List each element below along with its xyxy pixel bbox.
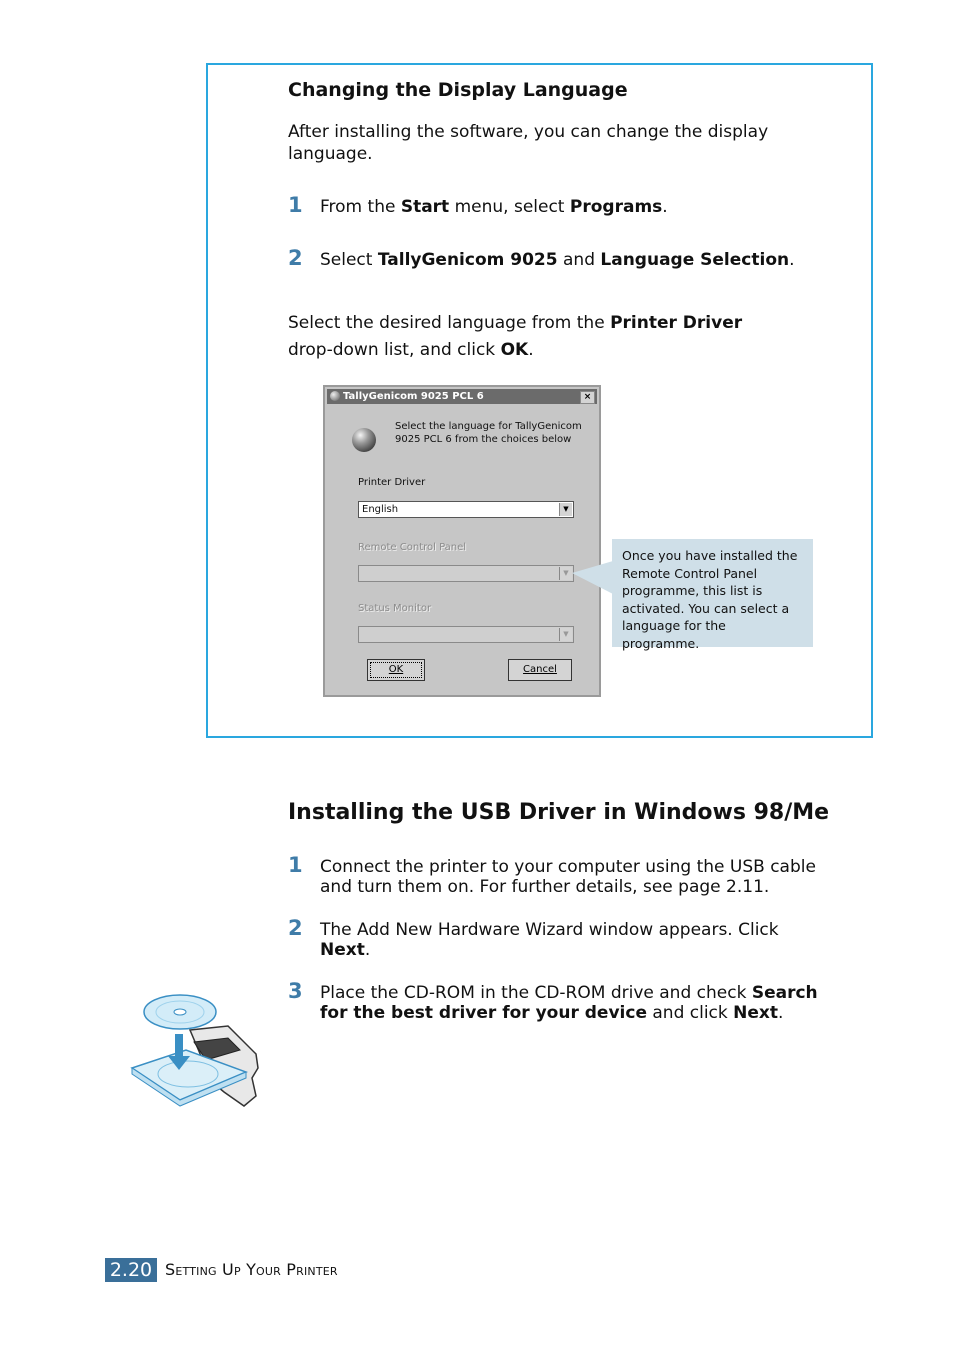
step-text: The Add New Hardware Wizard window appears. Click Next.: [320, 920, 779, 960]
cancel-button[interactable]: Cancel: [508, 659, 572, 681]
dialog-message-line1: Select the language for TallyGenicom: [395, 421, 582, 432]
dialog-title-bar: [327, 389, 597, 404]
callout-line: programme, this list is: [622, 583, 763, 598]
printer-driver-label: Printer Driver: [358, 477, 426, 488]
step-number: 1: [288, 853, 303, 877]
chevron-down-icon: ▼: [559, 628, 572, 641]
step-text: Select TallyGenicom 9025 and Language Selection.: [320, 250, 795, 270]
chevron-down-icon[interactable]: ▼: [559, 503, 572, 516]
step-number: 2: [288, 916, 303, 940]
section-title-usb-driver: Installing the USB Driver in Windows 98/Me: [288, 800, 830, 825]
cd-rom-tray-illustration: [128, 988, 263, 1110]
callout-note: [612, 539, 813, 651]
dialog-title: TallyGenicom 9025 PCL 6: [343, 391, 484, 402]
select-language-note: Select the desired language from the Printer Driver drop-down list, and click OK.: [288, 313, 743, 360]
callout-line: Remote Control Panel: [622, 565, 758, 581]
section-intro: After installing the software, you can change the display language.: [288, 122, 769, 164]
step-number: 1: [288, 193, 303, 217]
step-text: Connect the printer to your computer using the USB cable and turn them on. For further details, see page 2.11.: [320, 857, 816, 897]
step-number: 2: [288, 246, 303, 270]
printer-driver-value: English: [362, 504, 399, 515]
dialog-message-line2: 9025 PCL 6 from the choices below: [395, 434, 572, 445]
remote-control-panel-select: [358, 565, 574, 582]
ok-button[interactable]: OK: [367, 659, 425, 681]
app-icon: [330, 391, 340, 401]
printer-driver-select[interactable]: [358, 501, 574, 518]
chevron-down-icon: ▼: [559, 567, 572, 580]
remote-control-panel-label: Remote Control Panel: [358, 542, 467, 553]
callout-pointer: [572, 561, 614, 595]
callout-line: activated. You can select a: [622, 600, 790, 616]
page-number-badge: 2.20: [105, 1258, 157, 1282]
language-selection-dialog: [323, 385, 601, 697]
callout-line: Once you have installed the: [622, 548, 798, 563]
callout-pointer-shape: [572, 561, 613, 594]
chapter-title: Setting Up Your Printer: [165, 1260, 338, 1279]
step-number: 3: [288, 979, 303, 1003]
step-text: Place the CD-ROM in the CD-ROM drive and check Search for the best driver for your device and click Next.: [320, 983, 818, 1023]
status-monitor-select: [358, 626, 574, 643]
status-monitor-label: Status Monitor: [358, 603, 432, 614]
section-title-display-language: Changing the Display Language: [288, 79, 628, 101]
close-icon[interactable]: ×: [580, 391, 595, 404]
globe-icon: [352, 428, 376, 452]
callout-line: language for the programme.: [622, 618, 726, 651]
step-text: From the Start menu, select Programs.: [320, 197, 668, 217]
